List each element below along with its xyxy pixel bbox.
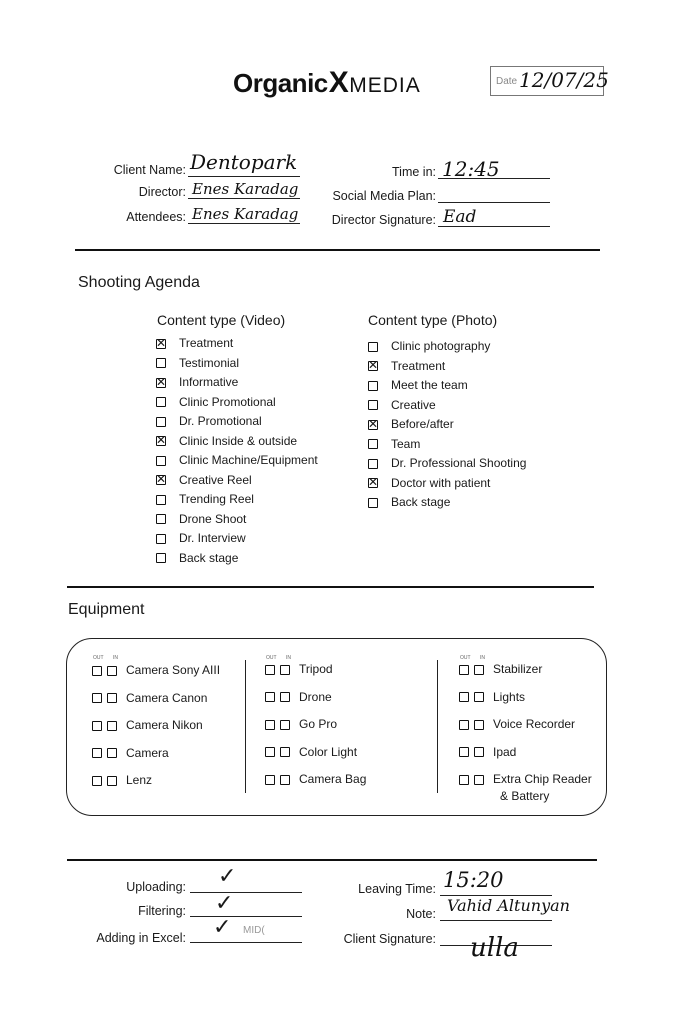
video-item-trending-reel [156,490,318,508]
photo-label-doctor-with-patient: Doctor with patient [391,475,491,490]
equipment-divider-1 [245,660,246,793]
photo-item-doctor-with-patient [368,474,526,492]
equipment-in-checkbox-camera-nikon[interactable] [107,721,117,731]
logo-organic: Organic [233,68,328,98]
video-checkbox-drone-shoot[interactable] [156,514,166,524]
photo-item-before-after [368,415,526,433]
leaving-time-value: 15:20 [443,868,504,892]
equipment-in-checkbox-camera-canon[interactable] [107,693,117,703]
photo-item-treatment [368,357,526,375]
director-value: Enes Karadag [192,180,299,198]
photo-item-back-stage [368,493,526,511]
director-label: Director: [138,185,186,199]
note-label: Note: [406,907,436,921]
adding-in-excel-label: Adding in Excel: [96,931,186,945]
video-label-drone-shoot: Drone Shoot [179,511,247,526]
equipment-label-camera-nikon: Camera Nikon [126,718,203,732]
video-checkbox-trending-reel[interactable] [156,495,166,505]
equipment-in-checkbox-lights[interactable] [474,692,484,702]
uploading-label: Uploading: [126,880,186,894]
equipment-in-checkbox-camera-sony-aiii[interactable] [107,666,117,676]
col1-out-header: OUT [93,655,104,661]
equipment-out-checkbox-go-pro[interactable] [265,720,275,730]
equipment-item-ipad [459,742,592,762]
photo-checkbox-creative[interactable] [368,400,378,410]
attendees-line[interactable] [188,223,300,224]
photo-item-meet-the-team [368,376,526,394]
equipment-in-checkbox-extra-chip-reader[interactable] [474,775,484,785]
leaving-time-label: Leaving Time: [358,882,436,896]
col2-in-header: IN [286,655,291,661]
photo-label-meet-the-team: Meet the team [391,378,468,392]
client-name-line[interactable] [188,176,300,177]
equipment-item-stabilizer [459,659,592,679]
photo-checkbox-back-stage[interactable] [368,498,378,508]
director-line[interactable] [188,198,300,199]
equipment-label-camera: Camera [126,745,169,760]
filtering-label: Filtering: [138,904,186,918]
equipment-out-checkbox-camera-sony-aiii[interactable] [92,666,102,676]
equipment-in-checkbox-stabilizer[interactable] [474,665,484,675]
video-item-drone-shoot [156,510,318,528]
equipment-label-voice-recorder: Voice Recorder [493,717,576,731]
photo-column-title: Content type (Photo) [368,312,498,328]
equipment-column-1 [92,660,220,798]
video-label-back-stage: Back stage [179,550,239,565]
photo-label-team: Team [391,436,421,451]
equipment-out-checkbox-voice-recorder[interactable] [459,720,469,730]
director-signature-label: Director Signature: [331,213,436,227]
equipment-out-checkbox-camera-bag[interactable] [265,775,275,785]
equipment-item-camera-bag [265,769,366,789]
equipment-column-2 [265,659,366,797]
equipment-out-checkbox-stabilizer[interactable] [459,665,469,675]
adding-in-excel-line[interactable] [190,942,302,943]
date-value: 12/07/25 [519,68,609,92]
equipment-label-camera-canon: Camera Canon [126,690,208,705]
date-label: Date [496,76,518,87]
video-item-testimonial [156,354,318,372]
equipment-label-tripod: Tripod [299,662,333,676]
uploading-check-icon: ✓ [218,864,237,889]
logo-x-icon: X [328,66,349,99]
equipment-out-checkbox-color-light[interactable] [265,747,275,757]
photo-checkbox-meet-the-team[interactable] [368,381,378,391]
time-in-label: Time in: [392,165,436,179]
photo-item-clinic-photography [368,337,526,355]
equipment-out-checkbox-camera-canon[interactable] [92,693,102,703]
video-label-dr-promotional: Dr. Promotional [179,414,262,428]
video-item-creative-reel [156,471,318,489]
social-media-plan-line[interactable] [438,202,550,203]
photo-checkbox-team[interactable] [368,439,378,449]
client-signature-label: Client Signature: [343,932,436,946]
video-label-clinic-inside-outside: Clinic Inside & outside [179,433,298,448]
video-label-dr-interview: Dr. Interview [179,531,246,545]
photo-checkbox-doctor-with-patient[interactable] [368,478,378,488]
equipment-in-checkbox-camera[interactable] [107,748,117,758]
photo-label-clinic-photography: Clinic photography [391,339,491,353]
video-checkbox-informative[interactable] [156,378,166,388]
equipment-label-lights: Lights [493,689,526,704]
video-checkbox-back-stage[interactable] [156,553,166,563]
video-label-clinic-machine-equipment: Clinic Machine/Equipment [179,453,318,467]
video-label-trending-reel: Trending Reel [179,492,254,506]
equipment-label-stabilizer: Stabilizer [493,662,543,676]
equipment-item-extra-chip-reader [459,769,592,789]
video-label-testimonial: Testimonial [179,355,240,370]
equipment-out-checkbox-tripod[interactable] [265,665,275,675]
photo-label-dr-professional-shooting: Dr. Professional Shooting [391,456,527,470]
uploading-line[interactable] [190,892,302,893]
video-label-treatment: Treatment [179,336,234,350]
video-column-title: Content type (Video) [157,312,286,328]
photo-label-before-after: Before/after [391,417,454,431]
equipment-item-camera-canon [92,688,220,708]
equipment-item-lenz [92,770,220,790]
photo-content-list [368,337,526,513]
attendees-label: Attendees: [126,210,186,224]
video-content-list [156,334,318,568]
client-name-value: Dentopark [190,150,298,174]
equipment-in-checkbox-ipad[interactable] [474,747,484,757]
equipment-out-checkbox-lenz[interactable] [92,776,102,786]
equipment-in-checkbox-go-pro[interactable] [280,720,290,730]
equipment-label-camera-bag: Camera Bag [299,772,367,786]
equipment-item-camera-sony-aiii [92,660,220,680]
equipment-out-checkbox-camera[interactable] [92,748,102,758]
note-value: Vahid Altunyan [447,896,570,915]
video-item-clinic-promotional [156,393,318,411]
equipment-in-checkbox-tripod[interactable] [280,665,290,675]
photo-label-back-stage: Back stage [391,495,451,509]
photo-checkbox-dr-professional-shooting[interactable] [368,459,378,469]
video-checkbox-clinic-inside-outside[interactable] [156,436,166,446]
client-name-label: Client Name: [113,163,186,177]
video-item-dr-promotional [156,412,318,430]
equipment-in-checkbox-camera-bag[interactable] [280,775,290,785]
director-signature-value: Ead [443,207,477,227]
equipment-out-checkbox-drone[interactable] [265,692,275,702]
equipment-item-voice-recorder [459,714,592,734]
extra-chip-reader-continued: & Battery [500,789,550,803]
video-label-clinic-promotional: Clinic Promotional [179,394,276,409]
equipment-label-drone: Drone [299,689,332,704]
video-checkbox-clinic-promotional[interactable] [156,397,166,407]
video-item-clinic-machine-equipment [156,451,318,469]
video-checkbox-treatment[interactable] [156,339,166,349]
divider-middle [67,586,594,588]
video-checkbox-testimonial[interactable] [156,358,166,368]
video-item-informative [156,373,318,391]
equipment-out-checkbox-camera-nikon[interactable] [92,721,102,731]
photo-checkbox-before-after[interactable] [368,420,378,430]
video-checkbox-dr-interview[interactable] [156,534,166,544]
equipment-label-go-pro: Go Pro [299,717,338,731]
photo-item-team [368,435,526,453]
equipment-label-color-light: Color Light [299,744,358,759]
video-item-back-stage [156,549,318,567]
equipment-in-checkbox-color-light[interactable] [280,747,290,757]
video-checkbox-dr-promotional[interactable] [156,417,166,427]
equipment-label-lenz: Lenz [126,773,153,787]
divider-top [75,249,600,251]
video-item-clinic-inside-outside [156,432,318,450]
video-item-dr-interview [156,529,318,547]
photo-checkbox-treatment[interactable] [368,361,378,371]
social-media-plan-label: Social Media Plan: [332,189,436,203]
adding-in-excel-note: MID( [243,925,265,936]
photo-item-dr-professional-shooting [368,454,526,472]
photo-label-treatment: Treatment [391,358,446,373]
equipment-in-checkbox-drone[interactable] [280,692,290,702]
equipment-item-camera-nikon [92,715,220,735]
photo-checkbox-clinic-photography[interactable] [368,342,378,352]
equipment-in-checkbox-voice-recorder[interactable] [474,720,484,730]
video-item-treatment [156,334,318,352]
equipment-label-camera-sony-aiii: Camera Sony AIII [126,663,221,677]
equipment-label-ipad: Ipad [493,744,517,759]
filtering-line[interactable] [190,916,302,917]
client-signature-value: ulla [470,933,519,963]
equipment-out-checkbox-extra-chip-reader[interactable] [459,775,469,785]
photo-item-creative [368,396,526,414]
equipment-item-go-pro [265,714,366,734]
equipment-label-extra-chip-reader: Extra Chip Reader [493,772,592,786]
equipment-column-3 [459,659,592,797]
date-box[interactable] [490,66,609,96]
filtering-check-icon: ✓ [215,891,234,916]
video-label-informative: Informative [179,375,239,389]
equipment-item-color-light [265,742,366,762]
note-line[interactable] [440,920,552,921]
video-checkbox-creative-reel[interactable] [156,475,166,485]
col1-in-header: IN [113,655,118,661]
equipment-in-checkbox-lenz[interactable] [107,776,117,786]
col2-out-header: OUT [266,655,277,661]
brand-logo [233,66,421,100]
time-in-value: 12:45 [442,157,500,181]
equipment-out-checkbox-lights[interactable] [459,692,469,702]
adding-in-excel-check-icon: ✓ [213,915,232,940]
video-checkbox-clinic-machine-equipment[interactable] [156,456,166,466]
equipment-divider-2 [437,660,438,793]
photo-label-creative: Creative [391,397,436,412]
col3-out-header: OUT [460,655,471,661]
equipment-out-checkbox-ipad[interactable] [459,747,469,757]
equipment-item-camera [92,743,220,763]
equipment-item-drone [265,687,366,707]
logo-media: MEDIA [349,74,421,97]
col3-in-header: IN [480,655,485,661]
video-label-creative-reel: Creative Reel [179,472,252,487]
equipment-item-tripod [265,659,366,679]
divider-bottom [67,859,597,861]
equipment-title: Equipment [68,601,145,618]
shooting-agenda-title: Shooting Agenda [78,274,200,291]
attendees-value: Enes Karadag [192,205,299,223]
equipment-item-lights [459,687,592,707]
